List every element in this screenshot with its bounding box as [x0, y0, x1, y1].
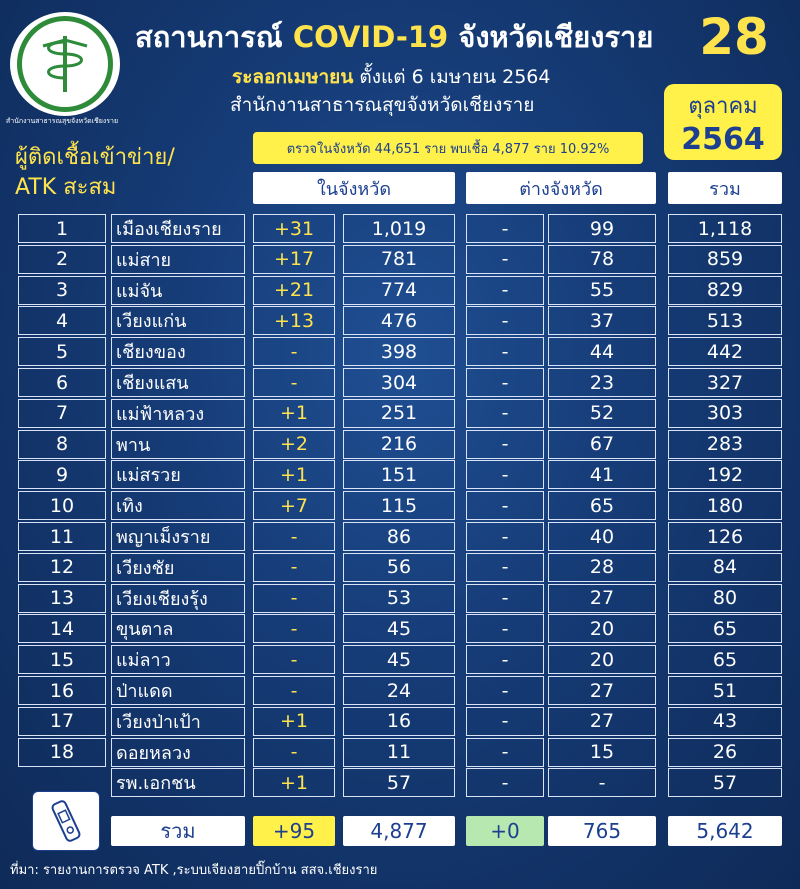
- row-number: 11: [18, 522, 106, 551]
- row-number: 3: [18, 276, 106, 305]
- row-number: 4: [18, 306, 106, 335]
- row-total: 80: [668, 584, 782, 613]
- row-in-cum: 304: [343, 368, 455, 397]
- row-number: 15: [18, 645, 106, 674]
- row-in-new: -: [253, 584, 335, 613]
- row-in-new: -: [253, 522, 335, 551]
- totals-in-new: +95: [253, 816, 335, 846]
- wave-label: ระลอกเมษายน: [232, 66, 354, 88]
- atk-test-kit-icon: [32, 791, 100, 851]
- logo-caption: สำนักงานสาธารณสุขจังหวัดเชียงราย: [5, 117, 119, 125]
- row-total: 192: [668, 460, 782, 489]
- caduceus-icon: [35, 32, 95, 96]
- row-district: แม่จัน: [111, 276, 245, 305]
- row-out-new: -: [466, 522, 544, 551]
- row-in-new: +1: [253, 707, 335, 736]
- row-out-new: -: [466, 738, 544, 767]
- row-in-cum: 16: [343, 707, 455, 736]
- row-number: 2: [18, 245, 106, 274]
- row-in-cum: 476: [343, 306, 455, 335]
- row-out-cum: 52: [548, 399, 656, 428]
- row-district: เชียงแสน: [111, 368, 245, 397]
- row-in-new: +17: [253, 245, 335, 274]
- row-in-new: +31: [253, 214, 335, 243]
- row-out-new: -: [466, 306, 544, 335]
- row-total: 84: [668, 553, 782, 582]
- row-out-cum: -: [548, 768, 656, 797]
- row-out-cum: 65: [548, 491, 656, 520]
- row-in-cum: 781: [343, 245, 455, 274]
- row-number: 12: [18, 553, 106, 582]
- row-total: 859: [668, 245, 782, 274]
- office-name: สำนักงานสาธารณสุขจังหวัดเชียงราย: [230, 94, 535, 116]
- row-district: เชียงของ: [111, 337, 245, 366]
- row-out-new: -: [466, 645, 544, 674]
- row-out-cum: 55: [548, 276, 656, 305]
- row-in-cum: 398: [343, 337, 455, 366]
- summary-banner: ตรวจในจังหวัด 44,651 ราย พบเชื้อ 4,877 ราย 10.92%: [253, 132, 643, 164]
- row-district: แม่สาย: [111, 245, 245, 274]
- row-total: 43: [668, 707, 782, 736]
- logo-ring: [17, 16, 113, 112]
- row-out-new: -: [466, 707, 544, 736]
- row-in-new: -: [253, 738, 335, 767]
- date-day: 28: [699, 8, 769, 66]
- row-in-cum: 57: [343, 768, 455, 797]
- row-district: ดอยหลวง: [111, 738, 245, 767]
- footer-source: ที่มา: รายงานการตรวจ ATK ,ระบบเจียงฮายปิ๊กบ้าน สสจ.เชียงราย: [10, 863, 378, 878]
- row-total: 303: [668, 399, 782, 428]
- row-total: 327: [668, 368, 782, 397]
- row-in-cum: 251: [343, 399, 455, 428]
- row-out-cum: 28: [548, 553, 656, 582]
- row-total: 829: [668, 276, 782, 305]
- row-district: แม่ลาว: [111, 645, 245, 674]
- row-district: แม่สรวย: [111, 460, 245, 489]
- title-prefix: สถานการณ์: [135, 20, 283, 54]
- row-out-new: -: [466, 614, 544, 643]
- row-in-new: +7: [253, 491, 335, 520]
- row-in-new: +2: [253, 430, 335, 459]
- row-number: 8: [18, 430, 106, 459]
- row-number: 9: [18, 460, 106, 489]
- row-number: 1: [18, 214, 106, 243]
- test-strip-icon: [39, 797, 93, 845]
- row-total: 442: [668, 337, 782, 366]
- row-in-cum: 56: [343, 553, 455, 582]
- column-header-out-province: ต่างจังหวัด: [466, 172, 656, 204]
- row-out-cum: 23: [548, 368, 656, 397]
- left-heading-line1: ผู้ติดเชื้อเข้าข่าย/: [15, 145, 175, 170]
- row-total: 513: [668, 306, 782, 335]
- row-district: เวียงชัย: [111, 553, 245, 582]
- row-in-cum: 86: [343, 522, 455, 551]
- row-out-cum: 67: [548, 430, 656, 459]
- row-district: เมืองเชียงราย: [111, 214, 245, 243]
- row-out-cum: 20: [548, 645, 656, 674]
- page-title: [135, 14, 653, 60]
- column-header-total: รวม: [668, 172, 782, 204]
- row-in-new: +1: [253, 768, 335, 797]
- wave-since: ตั้งแต่ 6 เมษายน 2564: [359, 66, 551, 88]
- row-out-cum: 44: [548, 337, 656, 366]
- row-out-cum: 41: [548, 460, 656, 489]
- row-district: พาน: [111, 430, 245, 459]
- row-out-cum: 27: [548, 707, 656, 736]
- left-heading: [15, 143, 175, 202]
- row-in-cum: 24: [343, 676, 455, 705]
- date-box: [664, 84, 782, 160]
- row-total: 26: [668, 738, 782, 767]
- row-out-cum: 78: [548, 245, 656, 274]
- column-header-in-province: ในจังหวัด: [253, 172, 455, 204]
- row-out-new: -: [466, 460, 544, 489]
- title-suffix: จังหวัดเชียงราย: [458, 20, 654, 54]
- row-in-new: -: [253, 368, 335, 397]
- row-total: 180: [668, 491, 782, 520]
- row-district: เวียงเชียงรุ้ง: [111, 584, 245, 613]
- row-total: 126: [668, 522, 782, 551]
- row-district: ขุนตาล: [111, 614, 245, 643]
- row-out-new: -: [466, 276, 544, 305]
- row-in-cum: 11: [343, 738, 455, 767]
- row-in-new: +13: [253, 306, 335, 335]
- row-in-new: -: [253, 676, 335, 705]
- row-out-new: -: [466, 214, 544, 243]
- row-district: เทิง: [111, 491, 245, 520]
- row-number: 7: [18, 399, 106, 428]
- row-out-new: -: [466, 399, 544, 428]
- totals-total: 5,642: [668, 816, 782, 846]
- ministry-logo: [10, 12, 120, 116]
- row-out-new: -: [466, 553, 544, 582]
- row-in-cum: 45: [343, 614, 455, 643]
- row-out-cum: 20: [548, 614, 656, 643]
- totals-out-new: +0: [466, 816, 544, 846]
- wave-line: [232, 62, 550, 92]
- row-out-new: -: [466, 768, 544, 797]
- row-in-new: +1: [253, 460, 335, 489]
- totals-out-cum: 765: [548, 816, 656, 846]
- row-number: 16: [18, 676, 106, 705]
- totals-in-cum: 4,877: [343, 816, 455, 846]
- row-in-cum: 53: [343, 584, 455, 613]
- row-out-new: -: [466, 676, 544, 705]
- row-out-new: -: [466, 584, 544, 613]
- row-in-new: -: [253, 614, 335, 643]
- row-out-new: -: [466, 491, 544, 520]
- row-in-new: +1: [253, 399, 335, 428]
- row-total: 65: [668, 614, 782, 643]
- row-in-cum: 45: [343, 645, 455, 674]
- row-in-new: +21: [253, 276, 335, 305]
- row-total: 283: [668, 430, 782, 459]
- left-heading-line2: ATK สะสม: [15, 174, 117, 200]
- row-in-cum: 774: [343, 276, 455, 305]
- row-out-cum: 99: [548, 214, 656, 243]
- title-covid: COVID-19: [292, 20, 449, 54]
- row-out-cum: 15: [548, 738, 656, 767]
- row-out-new: -: [466, 430, 544, 459]
- row-number: 18: [18, 738, 106, 767]
- row-district: พญาเม็งราย: [111, 522, 245, 551]
- date-year: 2564: [681, 122, 765, 157]
- row-in-cum: 216: [343, 430, 455, 459]
- row-district: เวียงแก่น: [111, 306, 245, 335]
- row-in-new: -: [253, 337, 335, 366]
- row-total: 65: [668, 645, 782, 674]
- row-out-cum: 27: [548, 676, 656, 705]
- row-total: 51: [668, 676, 782, 705]
- row-number: 14: [18, 614, 106, 643]
- row-district: ป่าแดด: [111, 676, 245, 705]
- row-in-new: -: [253, 645, 335, 674]
- row-in-cum: 151: [343, 460, 455, 489]
- row-out-cum: 40: [548, 522, 656, 551]
- row-total: 1,118: [668, 214, 782, 243]
- row-out-cum: 37: [548, 306, 656, 335]
- totals-label: รวม: [111, 816, 245, 846]
- row-district: แม่ฟ้าหลวง: [111, 399, 245, 428]
- row-total: 57: [668, 768, 782, 797]
- row-out-new: -: [466, 245, 544, 274]
- row-district: เวียงป่าเป้า: [111, 707, 245, 736]
- row-in-cum: 115: [343, 491, 455, 520]
- row-in-new: -: [253, 553, 335, 582]
- row-in-cum: 1,019: [343, 214, 455, 243]
- row-district: รพ.เอกชน: [111, 768, 245, 797]
- row-number: 5: [18, 337, 106, 366]
- row-out-new: -: [466, 368, 544, 397]
- row-out-new: -: [466, 337, 544, 366]
- date-month: ตุลาคม: [688, 94, 758, 119]
- row-number: 10: [18, 491, 106, 520]
- row-out-cum: 27: [548, 584, 656, 613]
- row-number: 13: [18, 584, 106, 613]
- row-number: 6: [18, 368, 106, 397]
- row-number: 17: [18, 707, 106, 736]
